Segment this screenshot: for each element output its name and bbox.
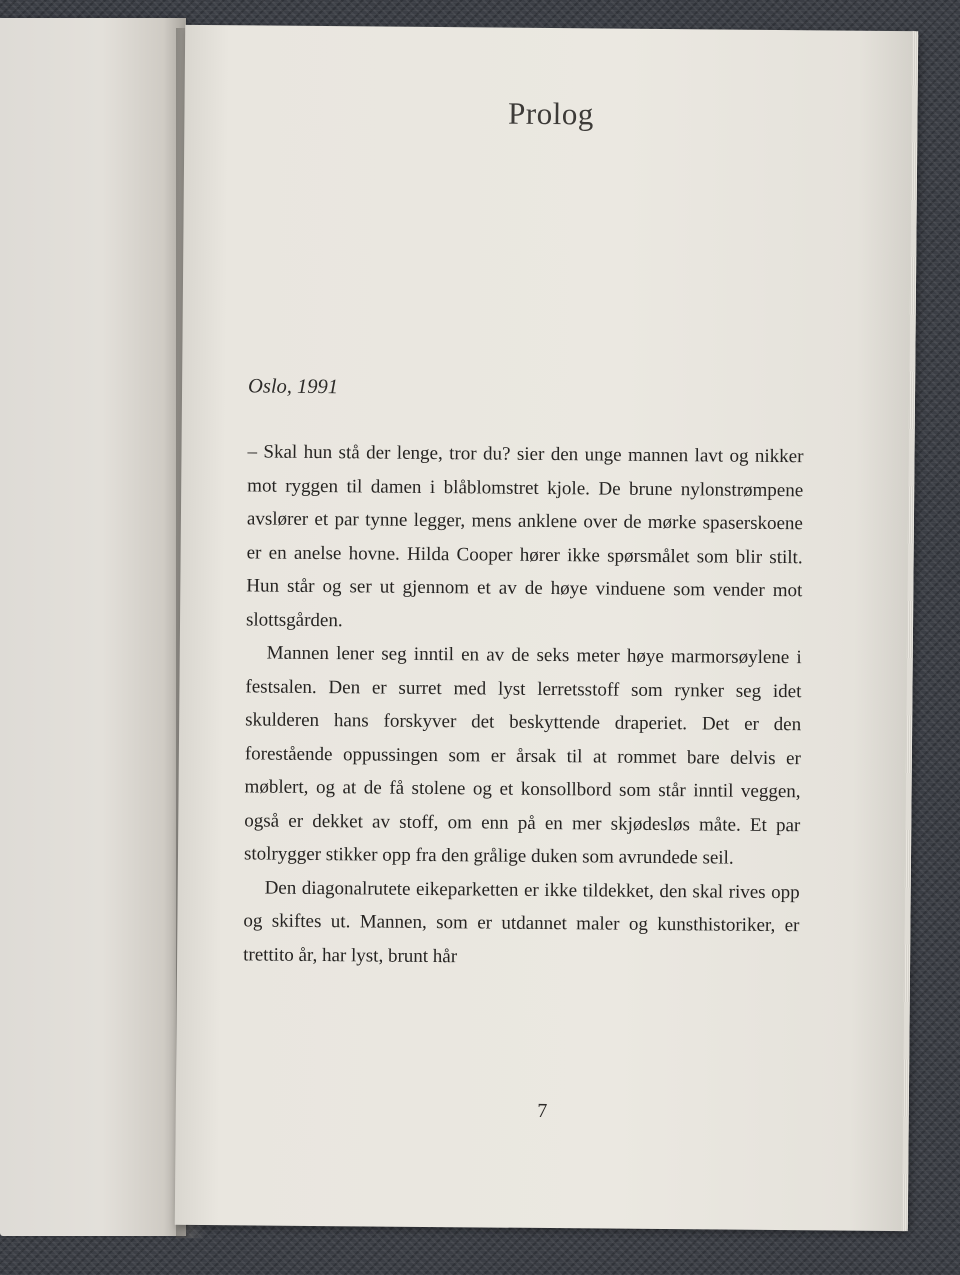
chapter-title: Prolog xyxy=(507,95,594,132)
paragraph-2: Mannen lener seg inntil en av de seks meter høye marmorsøylene i festsalen. Den er surret med lyst lerretsstoff som rynker seg idet skulderen hans forskyver det beskyttende draperiet. Det er den forestående oppussingen som er årsak til at rommet bare delvis er møblert, og at de få stolene og et konsollbord som står inntil veggen, også er dekket av stoff, om enn på en mer skjødesløs måte. Et par stolrygger stikker opp fra den grålige duken som avrundede seil. xyxy=(243,642,802,869)
right-page xyxy=(175,25,918,1231)
page-number: 7 xyxy=(537,1099,548,1123)
paragraph-3: Den diagonalrutete eikeparketten er ikke tildekket, den skal rives opp og skiftes ut. Mannen, som er utdannet maler og kunsthistoriker, er trettito år, har lyst, brunt hår xyxy=(243,877,800,967)
body-text xyxy=(243,435,804,976)
paragraph-1: – Skal hun stå der lenge, tror du? sier den unge mannen lavt og nikker mot ryggen til damen i blåblomstret kjole. De brune nylonstrømpene avslører et par tynne legger, mens anklene over de mørke spaserskoene er en anelse hovne. Hilda Cooper hører ikke spørsmålet som blir stilt. Hun står og ser ut gjennom et av de høye vinduene som vender mot slottsgården. xyxy=(245,441,804,631)
left-page xyxy=(0,18,186,1236)
place-date-heading: Oslo, 1991 xyxy=(248,375,339,399)
